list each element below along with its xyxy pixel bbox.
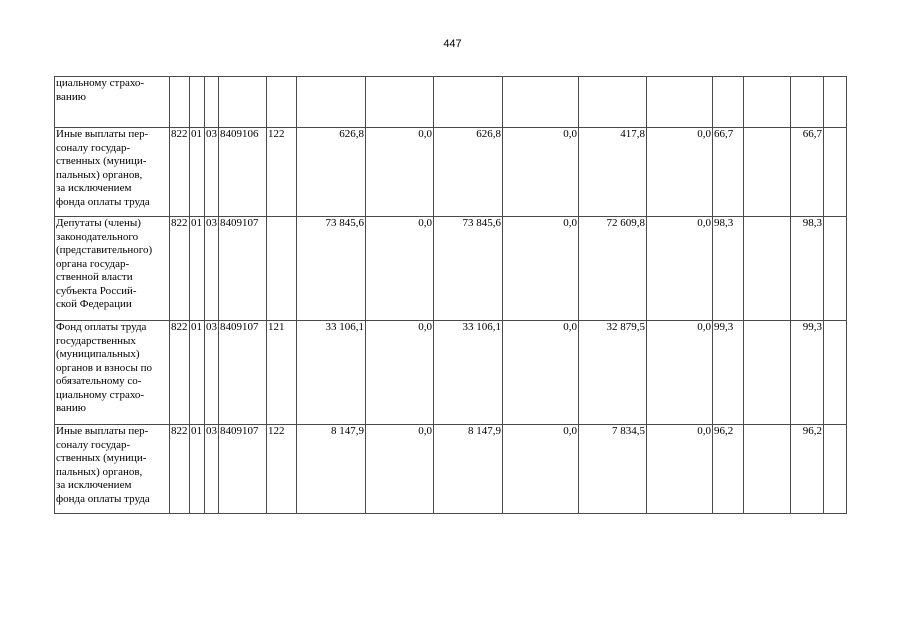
cell-percent-2 xyxy=(744,128,791,217)
page-number: 447 xyxy=(443,38,462,50)
cell-value-3 xyxy=(434,77,503,128)
cell-value-1: 626,8 xyxy=(297,128,366,217)
cell-percent-4 xyxy=(824,217,847,321)
cell-ved: 822 xyxy=(170,425,190,514)
cell-percent-1: 66,7 xyxy=(713,128,744,217)
cell-vr xyxy=(267,217,297,321)
cell-value-4: 0,0 xyxy=(503,321,579,425)
cell-value-5: 72 609,8 xyxy=(579,217,647,321)
table-row xyxy=(55,128,847,217)
table-row xyxy=(55,321,847,425)
cell-value-2: 0,0 xyxy=(366,217,434,321)
cell-value-2: 0,0 xyxy=(366,128,434,217)
cell-value-3: 626,8 xyxy=(434,128,503,217)
cell-value-6: 0,0 xyxy=(647,425,713,514)
cell-value-2: 0,0 xyxy=(366,425,434,514)
cell-vr: 122 xyxy=(267,128,297,217)
cell-value-6: 0,0 xyxy=(647,321,713,425)
cell-percent-4 xyxy=(824,77,847,128)
cell-rz: 01 xyxy=(190,128,205,217)
cell-csr: 8409107 xyxy=(219,425,267,514)
cell-pr: 03 xyxy=(205,128,219,217)
cell-rz: 01 xyxy=(190,217,205,321)
table-row xyxy=(55,217,847,321)
cell-vr: 121 xyxy=(267,321,297,425)
cell-vr xyxy=(267,77,297,128)
cell-percent-2 xyxy=(744,217,791,321)
cell-value-1: 8 147,9 xyxy=(297,425,366,514)
cell-percent-4 xyxy=(824,128,847,217)
cell-value-1: 33 106,1 xyxy=(297,321,366,425)
cell-value-4 xyxy=(503,77,579,128)
cell-pr xyxy=(205,77,219,128)
cell-percent-3 xyxy=(791,77,824,128)
row-name: Иные выплаты пер- соналу государ- ственных (муници- пальных) органов, за исключением фонда оплаты труда xyxy=(55,128,170,217)
cell-csr xyxy=(219,77,267,128)
cell-value-1 xyxy=(297,77,366,128)
budget-table xyxy=(54,76,847,514)
cell-rz: 01 xyxy=(190,321,205,425)
cell-pr: 03 xyxy=(205,321,219,425)
cell-percent-2 xyxy=(744,77,791,128)
cell-percent-3: 99,3 xyxy=(791,321,824,425)
cell-percent-4 xyxy=(824,321,847,425)
cell-value-4: 0,0 xyxy=(503,217,579,321)
cell-percent-3: 96,2 xyxy=(791,425,824,514)
cell-ved: 822 xyxy=(170,321,190,425)
cell-value-6 xyxy=(647,77,713,128)
cell-ved: 822 xyxy=(170,217,190,321)
row-name: Депутаты (члены) законодательного (представительного) органа государ- ственной власти субъекта Россий- ской Федерации xyxy=(55,217,170,321)
cell-value-2: 0,0 xyxy=(366,321,434,425)
cell-value-5: 32 879,5 xyxy=(579,321,647,425)
cell-value-4: 0,0 xyxy=(503,425,579,514)
cell-value-3: 8 147,9 xyxy=(434,425,503,514)
cell-pr: 03 xyxy=(205,425,219,514)
cell-rz: 01 xyxy=(190,425,205,514)
cell-percent-2 xyxy=(744,321,791,425)
cell-value-3: 73 845,6 xyxy=(434,217,503,321)
cell-percent-1: 98,3 xyxy=(713,217,744,321)
table-row xyxy=(55,425,847,514)
cell-percent-1 xyxy=(713,77,744,128)
cell-percent-1: 96,2 xyxy=(713,425,744,514)
cell-value-5: 7 834,5 xyxy=(579,425,647,514)
table-row xyxy=(55,77,847,128)
cell-csr: 8409107 xyxy=(219,217,267,321)
cell-value-6: 0,0 xyxy=(647,217,713,321)
cell-ved: 822 xyxy=(170,128,190,217)
cell-csr: 8409106 xyxy=(219,128,267,217)
row-name: Иные выплаты пер- соналу государ- ственных (муници- пальных) органов, за исключением фонда оплаты труда xyxy=(55,425,170,514)
cell-value-5: 417,8 xyxy=(579,128,647,217)
cell-percent-4 xyxy=(824,425,847,514)
cell-value-6: 0,0 xyxy=(647,128,713,217)
cell-value-5 xyxy=(579,77,647,128)
table-body xyxy=(55,77,847,514)
cell-vr: 122 xyxy=(267,425,297,514)
cell-pr: 03 xyxy=(205,217,219,321)
cell-rz xyxy=(190,77,205,128)
cell-value-1: 73 845,6 xyxy=(297,217,366,321)
cell-percent-1: 99,3 xyxy=(713,321,744,425)
cell-percent-2 xyxy=(744,425,791,514)
cell-csr: 8409107 xyxy=(219,321,267,425)
cell-ved xyxy=(170,77,190,128)
row-name: циальному страхо- ванию xyxy=(55,77,170,128)
cell-value-4: 0,0 xyxy=(503,128,579,217)
cell-percent-3: 98,3 xyxy=(791,217,824,321)
cell-percent-3: 66,7 xyxy=(791,128,824,217)
cell-value-3: 33 106,1 xyxy=(434,321,503,425)
row-name: Фонд оплаты труда государственных (муниципальных) органов и взносы по обязательному со- циальному страхо- ванию xyxy=(55,321,170,425)
cell-value-2 xyxy=(366,77,434,128)
